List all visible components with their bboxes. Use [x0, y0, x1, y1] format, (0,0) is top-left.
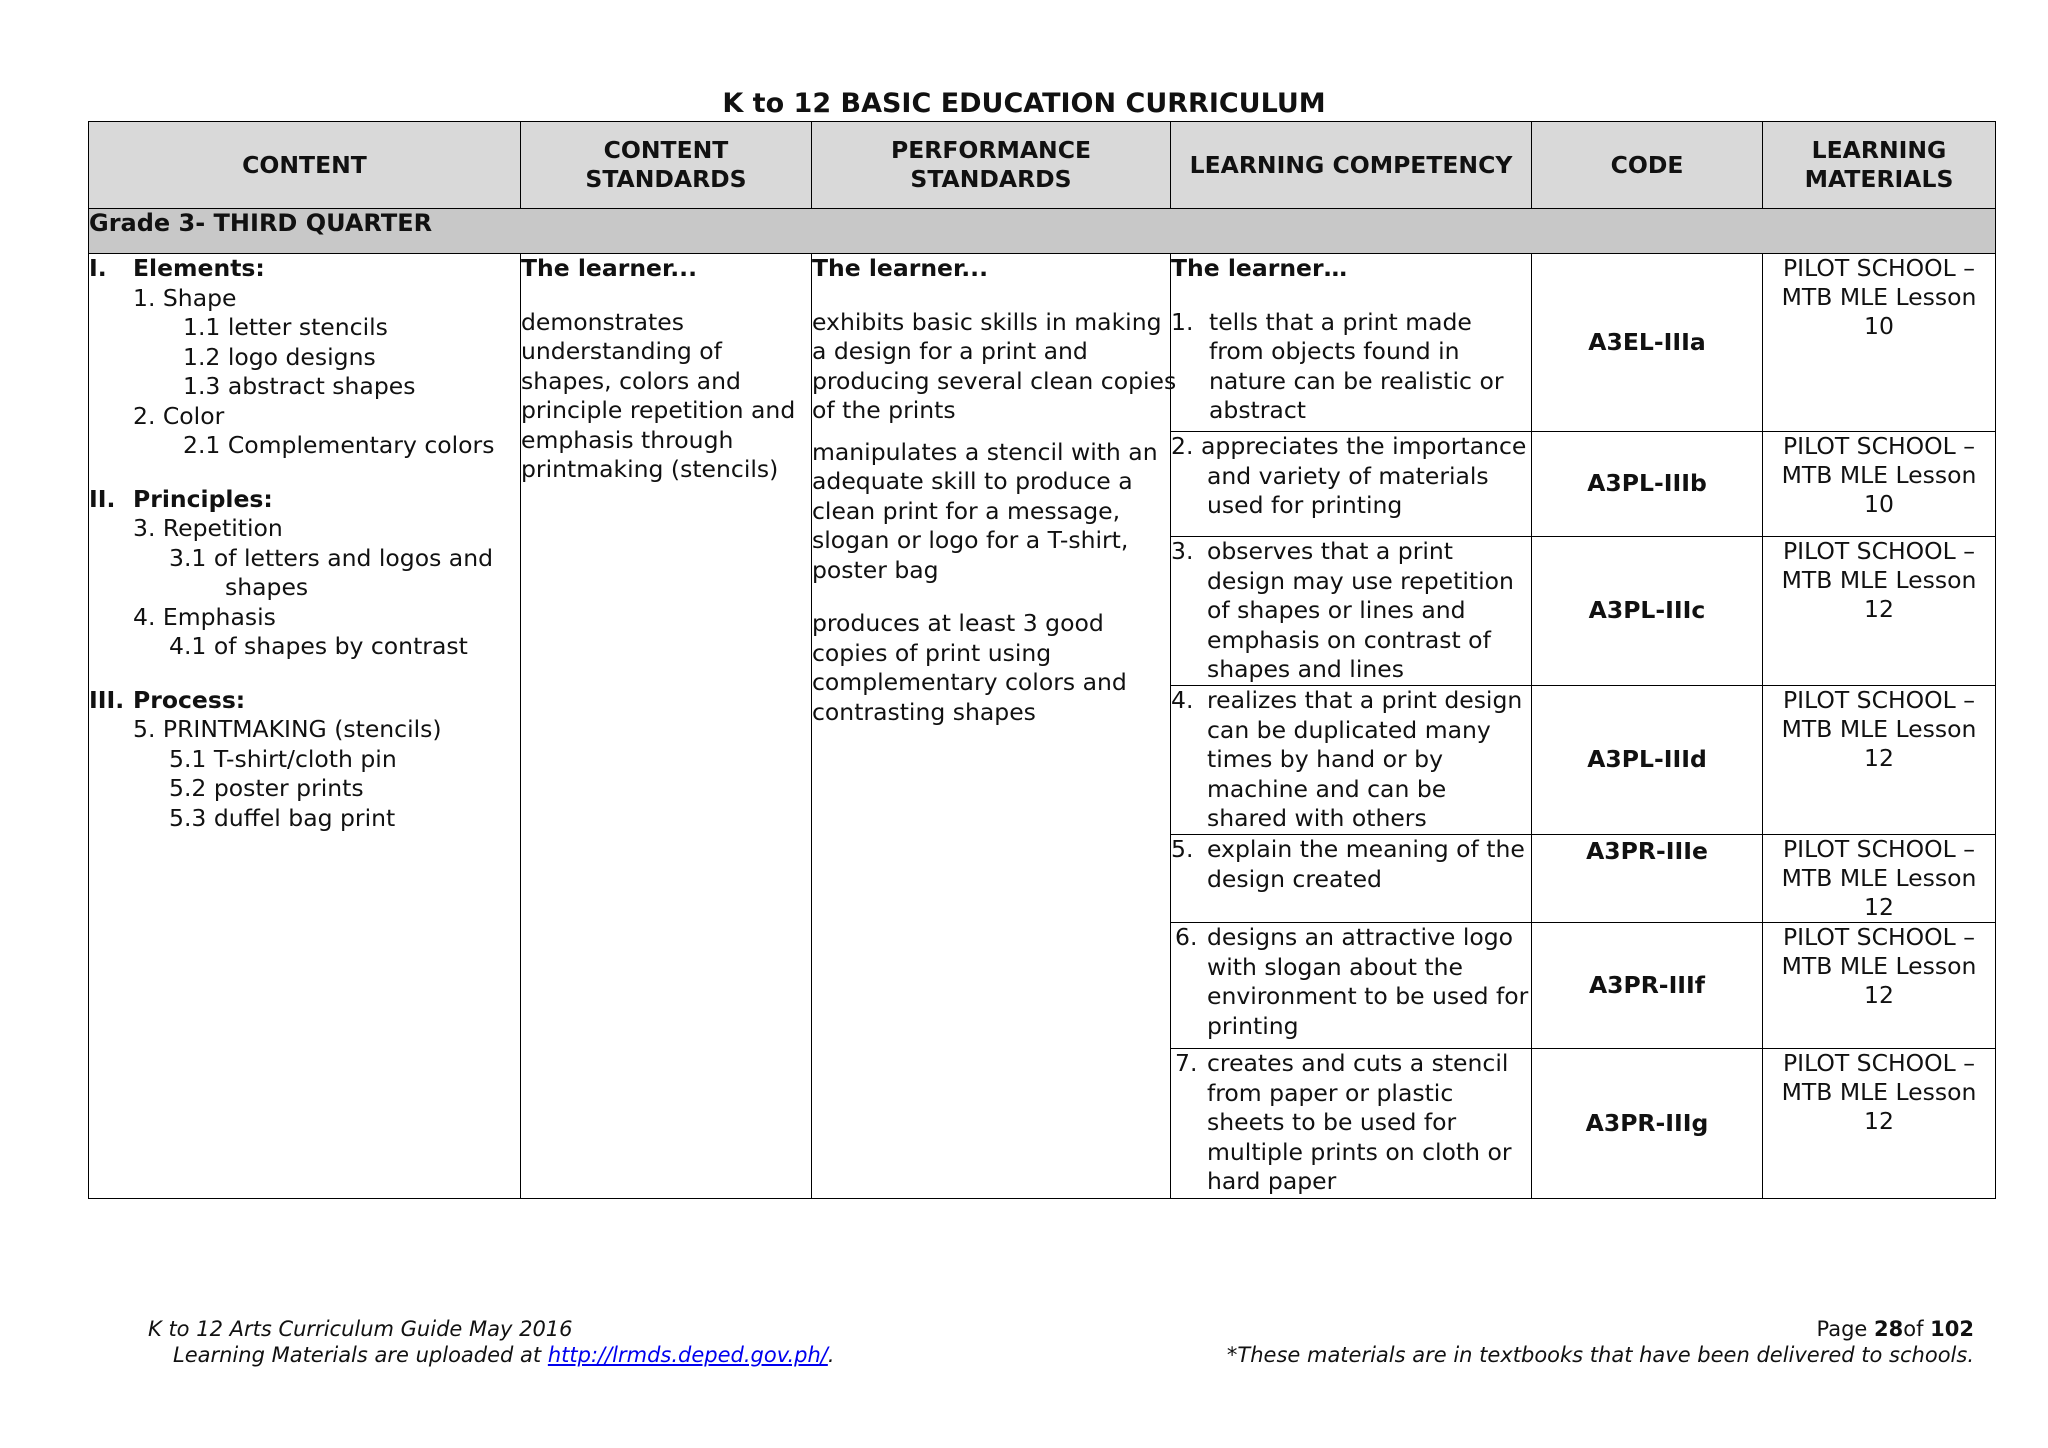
- performance-standards-cell: The learner... exhibits basic skills in making a design for a print and producing several clean copies of the prints manipulates a stencil with an adequate skill to produce a clean print for a message, slogan or logo for a T-shirt, poster bag produces at least 3 good copies of print using complementary colors and contrasting shapes: [812, 254, 1171, 1199]
- footer-upload-note: Learning Materials are uploaded at http://lrmds.deped.gov.ph/.: [173, 1343, 835, 1367]
- competency-cell: 3. observes that a print design may use repetition of shapes or lines and emphasis on contrast of shapes and lines: [1171, 537, 1532, 686]
- header-performance-standards: PERFORMANCE STANDARDS: [812, 122, 1171, 209]
- competency-cell: 6. designs an attractive logo with slogan about the environment to be used for printing: [1171, 923, 1532, 1049]
- materials-cell: PILOT SCHOOL – MTB MLE Lesson 12: [1763, 835, 1996, 923]
- competency-cell: 7. creates and cuts a stencil from paper or plastic sheets to be used for multiple prints on cloth or hard paper: [1171, 1049, 1532, 1199]
- competency-cell: 5. explain the meaning of the design created: [1171, 835, 1532, 923]
- code-cell: A3PR-IIIf: [1532, 923, 1763, 1049]
- code-cell: A3PL-IIId: [1532, 686, 1763, 835]
- code-cell: A3PL-IIIc: [1532, 537, 1763, 686]
- code-cell: A3PR-IIIg: [1532, 1049, 1763, 1199]
- footer-left: [148, 1316, 835, 1368]
- materials-cell: PILOT SCHOOL – MTB MLE Lesson 12: [1763, 923, 1996, 1049]
- code-cell: A3PL-IIIb: [1532, 432, 1763, 537]
- page-number: Page 28of 102: [1816, 1317, 1974, 1341]
- content-cell: I. Elements: 1. Shape 1.1 letter stencils 1.2 logo designs 1.3 abstract shapes 2. Color 2.1 Complementary colors II. Principles: 3. Repetition 3.1 of letters and logos and shapes 4. Emphasis 4.1 of shapes by contrast III. Process: 5. PRINTMAKING (stencils) 5.1 T-shirt/cloth pin 5.2 poster prints 5.3 duffel bag print: [89, 254, 521, 1199]
- content-standards-cell: The learner... demonstrates understanding of shapes, colors and principle repetition and emphasis through printmaking (stencils): [521, 254, 812, 1199]
- code-cell: A3EL-IIIa: [1532, 254, 1763, 432]
- materials-cell: PILOT SCHOOL – MTB MLE Lesson 12: [1763, 1049, 1996, 1199]
- header-learning-competency: LEARNING COMPETENCY: [1171, 122, 1532, 209]
- header-content-standards: CONTENT STANDARDS: [521, 122, 812, 209]
- materials-cell: PILOT SCHOOL – MTB MLE Lesson 12: [1763, 537, 1996, 686]
- materials-cell: PILOT SCHOOL – MTB MLE Lesson 10: [1763, 432, 1996, 537]
- footer-textbook-note: *These materials are in textbooks that have been delivered to schools.: [1226, 1343, 1974, 1367]
- table-row: [89, 254, 1996, 432]
- header-content: CONTENT: [89, 122, 521, 209]
- curriculum-table: [88, 121, 1996, 1199]
- competency-cell: 2. appreciates the importance and variety of materials used for printing: [1171, 432, 1532, 537]
- quarter-label: Grade 3- THIRD QUARTER: [89, 209, 1996, 254]
- header-code: CODE: [1532, 122, 1763, 209]
- code-cell: A3PR-IIIe: [1532, 835, 1763, 923]
- footer-guide: K to 12 Arts Curriculum Guide May 2016: [148, 1317, 573, 1341]
- materials-cell: PILOT SCHOOL – MTB MLE Lesson 10: [1763, 254, 1996, 432]
- competency-cell: 4. realizes that a print design can be duplicated many times by hand or by machine and can be shared with others: [1171, 686, 1532, 835]
- quarter-row: [89, 209, 1996, 254]
- document-title: K to 12 BASIC EDUCATION CURRICULUM: [722, 88, 1326, 119]
- materials-cell: PILOT SCHOOL – MTB MLE Lesson 12: [1763, 686, 1996, 835]
- header-learning-materials: LEARNING MATERIALS: [1763, 122, 1996, 209]
- lrmds-link[interactable]: http://lrmds.deped.gov.ph/: [547, 1343, 828, 1367]
- footer-right: [1227, 1316, 1974, 1368]
- header-row: [89, 122, 1996, 209]
- competency-cell: The learner… 1. tells that a print made from objects found in nature can be realistic or abstract: [1171, 254, 1532, 432]
